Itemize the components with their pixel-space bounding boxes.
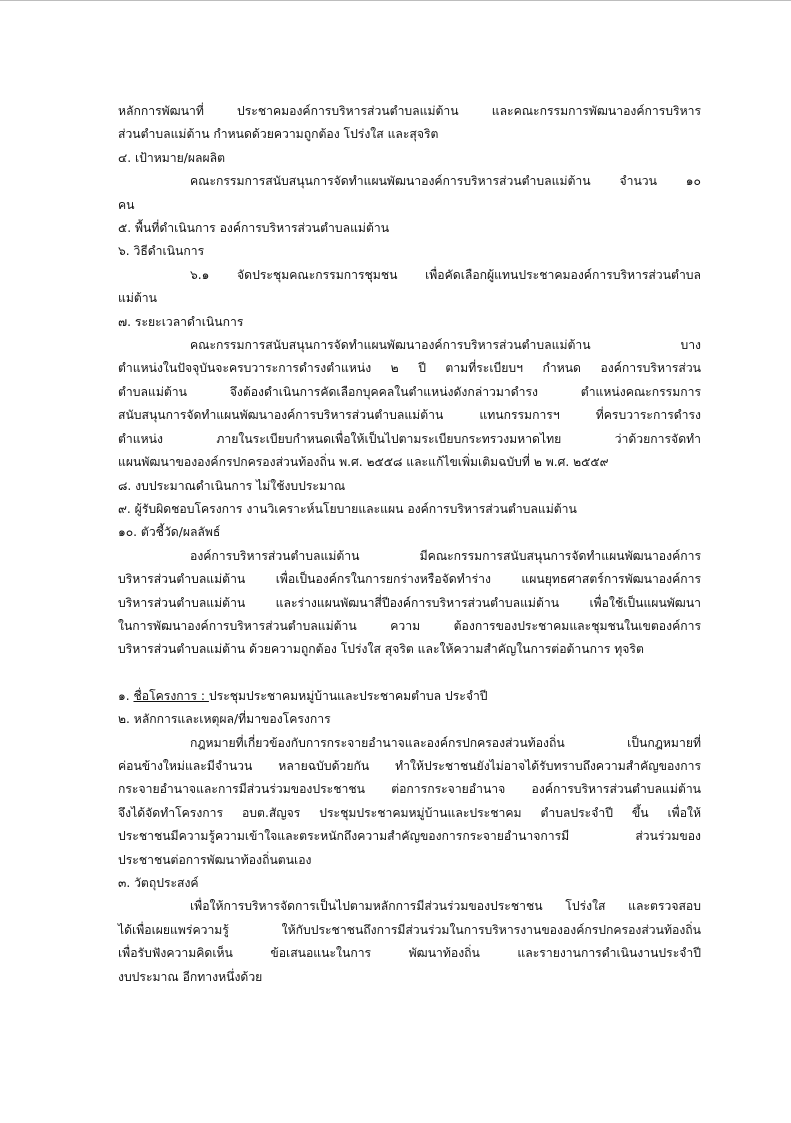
heading-9: ๙. ผู้รับผิดชอบโครงการ งานวิเคราะห์นโยบายและแผน องค์การบริหารส่วนตำบลแม่ต้าน bbox=[118, 501, 577, 516]
paragraph-line: กระจายอำนาจและการมีส่วนร่วมของประชาชน ต่อการกระจายอำนาจ องค์การบริหารส่วนตำบลแม่ต้าน bbox=[118, 782, 701, 797]
paragraph-line: ๖.๑ จัดประชุมคณะกรรมการชุมชน เพื่อคัดเลือกผู้แทนประชาคมองค์การบริหารส่วนตำบล bbox=[190, 267, 701, 282]
paragraph-line: ตำแหน่ง ภายในระเบียบกำหนดเพื่อให้เป็นไปตามระเบียบกระทรวงมหาดไทย ว่าด้วยการจัดทำ bbox=[118, 431, 701, 446]
paragraph-line: เพื่อรับฟังความคิดเห็น ข้อเสนอแนะในการ พัฒนาท้องถิ่น และรายงานการดำเนินงานประจำปี bbox=[118, 946, 701, 961]
paragraph-line: องค์การบริหารส่วนตำบลแม่ต้าน มีคณะกรรมการสนับสนุนการจัดทำแผนพัฒนาองค์การ bbox=[190, 548, 701, 563]
paragraph-line: กฎหมายที่เกี่ยวข้องกับการกระจายอำนาจและองค์กรปกครองส่วนท้องถิ่น เป็นกฎหมายที่ bbox=[190, 735, 701, 750]
heading-2: ๒. หลักการและเหตุผล/ที่มาของโครงการ bbox=[118, 712, 331, 727]
heading-8: ๘. งบประมาณดำเนินการ ไม่ใช้งบประมาณ bbox=[118, 478, 346, 493]
heading-6: ๖. วิธีดำเนินการ bbox=[118, 244, 205, 259]
section-gap bbox=[118, 662, 701, 685]
heading-10: ๑๐. ตัวชี้วัด/ผลลัพธ์ bbox=[118, 525, 221, 540]
project-title-label: ชื่อโครงการ : bbox=[133, 688, 209, 703]
paragraph-line: บริหารส่วนตำบลแม่ต้าน ด้วยความถูกต้อง โปร่งใส สุจริต และให้ความสำคัญในการต่อต้านการ ทุจริต bbox=[118, 642, 644, 657]
document-page bbox=[118, 100, 701, 989]
paragraph-line: แม่ต้าน bbox=[118, 291, 157, 306]
paragraph-line: คน bbox=[118, 197, 135, 212]
page-top-border bbox=[0, 0, 791, 1]
paragraph-line: งบประมาณ อีกทางหนึ่งด้วย bbox=[118, 969, 263, 984]
paragraph-line: สนับสนุนการจัดทำแผนพัฒนาองค์การบริหารส่วนตำบลแม่ต้าน แทนกรรมการฯ ที่ครบวาระการดำรง bbox=[118, 408, 701, 423]
paragraph-line: ในการพัฒนาองค์การบริหารส่วนตำบลแม่ต้าน ความ ต้องการของประชาคมและชุมชนในเขตองค์การ bbox=[118, 618, 701, 633]
heading-4: ๔. เป้าหมาย/ผลผลิต bbox=[118, 150, 226, 165]
paragraph-line: จึงได้จัดทำโครงการ อบต.สัญจร ประชุมประชาคมหมู่บ้านและประชาคม ตำบลประจำปี ขึ้น เพื่อให้ bbox=[118, 805, 701, 820]
heading-5: ๕. พื้นที่ดำเนินการ องค์การบริหารส่วนตำบลแม่ต้าน bbox=[118, 221, 390, 236]
project-title-text: ประชุมประชาคมหมู่บ้านและประชาคมตำบล ประจำปี bbox=[208, 688, 488, 703]
paragraph-line: แผนพัฒนาขององค์กรปกครองส่วนท้องถิ่น พ.ศ. ๒๕๕๘ และแก้ไขเพิ่มเติมฉบับที่ ๒ พ.ศ. ๒๕๕๙ bbox=[118, 455, 609, 470]
paragraph-line: ประชาชนมีความรู้ความเข้าใจและตระหนักถึงความสำคัญของการกระจายอำนาจการมี ส่วนร่วมของ bbox=[118, 829, 701, 844]
paragraph-line: บริหารส่วนตำบลแม่ต้าน เพื่อเป็นองค์กรในการยกร่างหรือจัดทำร่าง แผนยุทธศาสตร์การพัฒนาองค์การ bbox=[118, 572, 701, 587]
paragraph-line: ประชาชนต่อการพัฒนาท้องถิ่นตนเอง bbox=[118, 852, 312, 867]
project-title bbox=[118, 685, 701, 708]
paragraph-line: เพื่อให้การบริหารจัดการเป็นไปตามหลักการมีส่วนร่วมของประชาชน โปร่งใส และตรวจสอบ bbox=[190, 899, 701, 914]
paragraph-line: ค่อนข้างใหม่และมีจำนวน หลายฉบับด้วยกัน ทำให้ประชาชนยังไม่อาจได้รับทราบถึงความสำคัญของการ bbox=[118, 758, 701, 773]
paragraph-line: ตำแหน่งในปัจจุบันจะครบวาระการดำรงตำแหน่ง ๒ ปี ตามที่ระเบียบฯ กำหนด องค์การบริหารส่วน bbox=[118, 361, 701, 376]
heading-3: ๓. วัตถุประสงค์ bbox=[118, 876, 199, 890]
paragraph-line: หลักการพัฒนาที่ ประชาคมองค์การบริหารส่วนตำบลแม่ต้าน และคณะกรรมการพัฒนาองค์การบริหาร bbox=[118, 104, 701, 118]
paragraph-line: ตำบลแม่ต้าน จึงต้องดำเนินการคัดเลือกบุคคลในตำแหน่งดังกล่าวมาดำรง ตำแหน่งคณะกรรมการ bbox=[118, 384, 701, 399]
paragraph-line: บริหารส่วนตำบลแม่ต้าน และร่างแผนพัฒนาสี่ปีองค์การบริหารส่วนตำบลแม่ต้าน เพื่อใช้เป็นแผนพัฒนา bbox=[118, 595, 701, 610]
project-title-number: ๑. bbox=[118, 688, 134, 703]
paragraph-line: ได้เพื่อเผยแพร่ความรู้ ให้กับประชาชนถึงการมีส่วนร่วมในการบริหารงานขององค์กรปกครองส่วนท้องถิ่น bbox=[118, 922, 701, 937]
paragraph-line: ส่วนตำบลแม่ต้าน กำหนดด้วยความถูกต้อง โปร่งใส และสุจริต bbox=[118, 127, 439, 142]
heading-7: ๗. ระยะเวลาดำเนินการ bbox=[118, 314, 244, 329]
paragraph-line: คณะกรรมการสนับสนุนการจัดทำแผนพัฒนาองค์การบริหารส่วนตำบลแม่ต้าน บาง bbox=[190, 338, 701, 353]
paragraph-line: คณะกรรมการสนับสนุนการจัดทำแผนพัฒนาองค์การบริหารส่วนตำบลแม่ต้าน จำนวน ๑๐ bbox=[190, 174, 701, 189]
